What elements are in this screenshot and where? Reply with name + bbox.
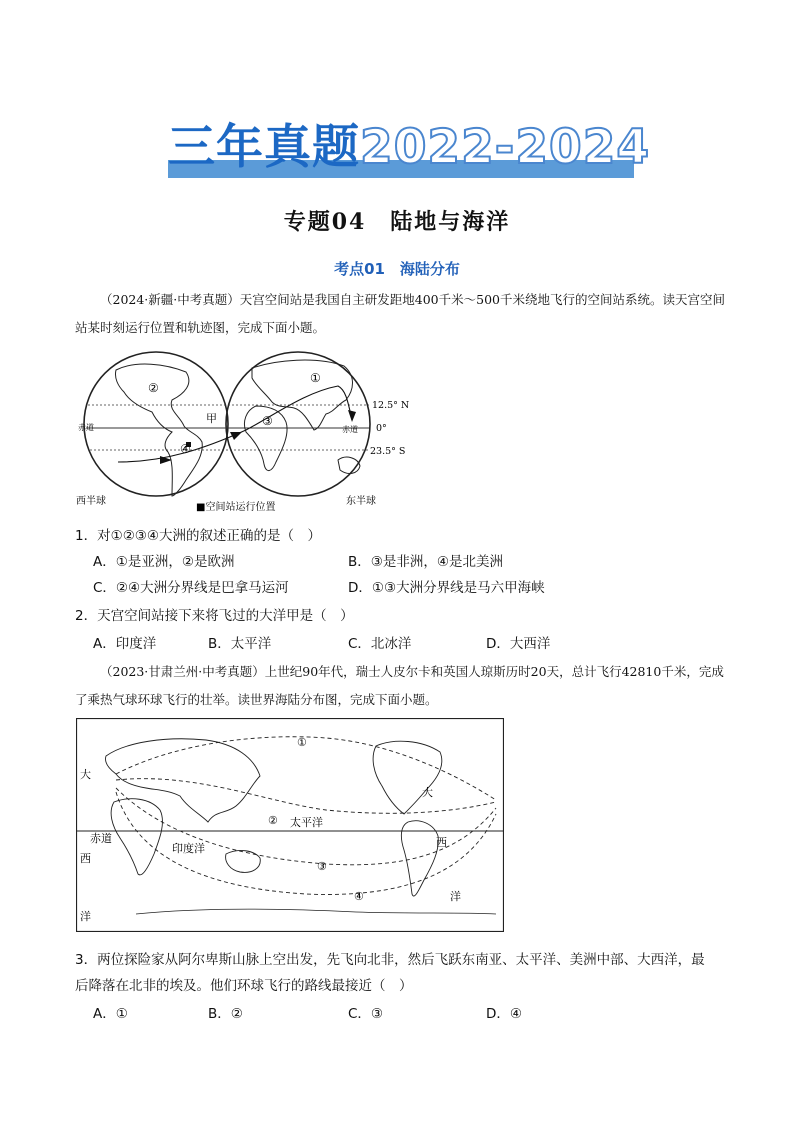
q2-option-a: A．印度洋 <box>93 636 157 652</box>
q1-option-a: A．①是亚洲，②是欧洲 <box>93 554 235 570</box>
q2-stem: 2．天宫空间站接下来将飞过的大洋甲是（ ） <box>75 608 354 624</box>
q3-option-d: D．④ <box>486 1006 522 1022</box>
route-label-2: ② <box>268 814 278 827</box>
q3-option-b: B．② <box>208 1006 243 1022</box>
label-yang-right: 洋 <box>450 890 461 903</box>
route-label-4: ④ <box>354 890 364 903</box>
banner <box>168 120 651 182</box>
q2-option-c: C．北冰洋 <box>348 636 412 652</box>
map-legend: ■空间站运行位置 <box>196 502 276 512</box>
label-west-hemisphere: 西半球 <box>76 496 106 507</box>
q3-stem-line1: 3．两位探险家从阿尔卑斯山脉上空出发，先飞向北非，然后飞跃东南亚、太平洋、美洲中部、大西洋，最 <box>75 952 705 968</box>
label-equator: 赤道 <box>90 832 112 845</box>
page-title: 专题04 陆地与海洋 <box>283 209 511 235</box>
intro-paragraph-1: （2024·新疆·中考真题）天宫空间站是我国自主研发距地400千米～500千米绕地飞行的空间站系统。读天宫空间站某时刻运行位置和轨迹图，完成下面小题。 <box>75 292 725 335</box>
route-label-3: ③ <box>317 860 327 873</box>
q1-option-b: B．③是非洲，④是北美洲 <box>348 554 503 570</box>
label-east-hemisphere: 东半球 <box>346 496 376 507</box>
q3-stem-line2: 后降落在北非的埃及。他们环球飞行的路线最接近（ ） <box>75 978 413 994</box>
q3-option-c: C．③ <box>348 1006 384 1022</box>
label-yang-left: 洋 <box>80 910 91 923</box>
banner-years: 2022-2024 <box>360 120 651 175</box>
label-equator-right: 赤道 <box>342 425 358 434</box>
label-xi-right: 西 <box>436 836 447 849</box>
q1-option-d: D．①③大洲分界线是马六甲海峡 <box>348 580 545 596</box>
label-m1: ① <box>310 371 321 385</box>
americas-outline <box>115 364 202 496</box>
q1-stem: 1．对①②③④大洲的叙述正确的是（ ） <box>75 528 321 544</box>
label-lat-0: 0° <box>376 423 387 434</box>
label-da-left: 大 <box>80 768 91 781</box>
label-lat-s: 23.5° S <box>370 446 406 457</box>
orbit-arrow-east <box>348 410 356 422</box>
orbit-trajectory <box>118 386 352 462</box>
q3-option-a: A．① <box>93 1006 128 1022</box>
q2-option-d: D．大西洋 <box>486 636 551 652</box>
label-equator-left: 赤道 <box>78 423 94 432</box>
label-jia: 甲 <box>206 412 217 425</box>
hemisphere-map <box>76 350 416 512</box>
label-m2: ② <box>148 381 159 395</box>
label-pacific: 太平洋 <box>290 816 323 829</box>
q2-option-b: B．太平洋 <box>208 636 272 652</box>
label-m4: ④ <box>180 442 191 456</box>
q1-option-c: C．②④大洲分界线是巴拿马运河 <box>93 580 289 596</box>
route-label-1: ① <box>297 736 307 749</box>
label-indian: 印度洋 <box>172 842 205 855</box>
label-m3: ③ <box>262 414 273 428</box>
banner-cn: 三年真题 <box>168 120 360 175</box>
label-da-right: 大 <box>422 786 433 799</box>
intro-paragraph-2: （2023·甘肃兰州·中考真题）上世纪90年代，瑞士人皮尔卡和英国人琼斯历时20天，总计飞行42810千米，完成了乘热气球环球飞行的壮举。读世界海陆分布图，完成下面小题。 <box>75 664 724 707</box>
section-subtitle: 考点01 海陆分布 <box>334 260 460 278</box>
world-map <box>76 718 504 932</box>
label-lat-n: 12.5° N <box>372 400 410 411</box>
east-hemisphere-outline <box>226 352 370 496</box>
banner-text <box>168 120 650 176</box>
label-xi-left: 西 <box>80 852 91 865</box>
